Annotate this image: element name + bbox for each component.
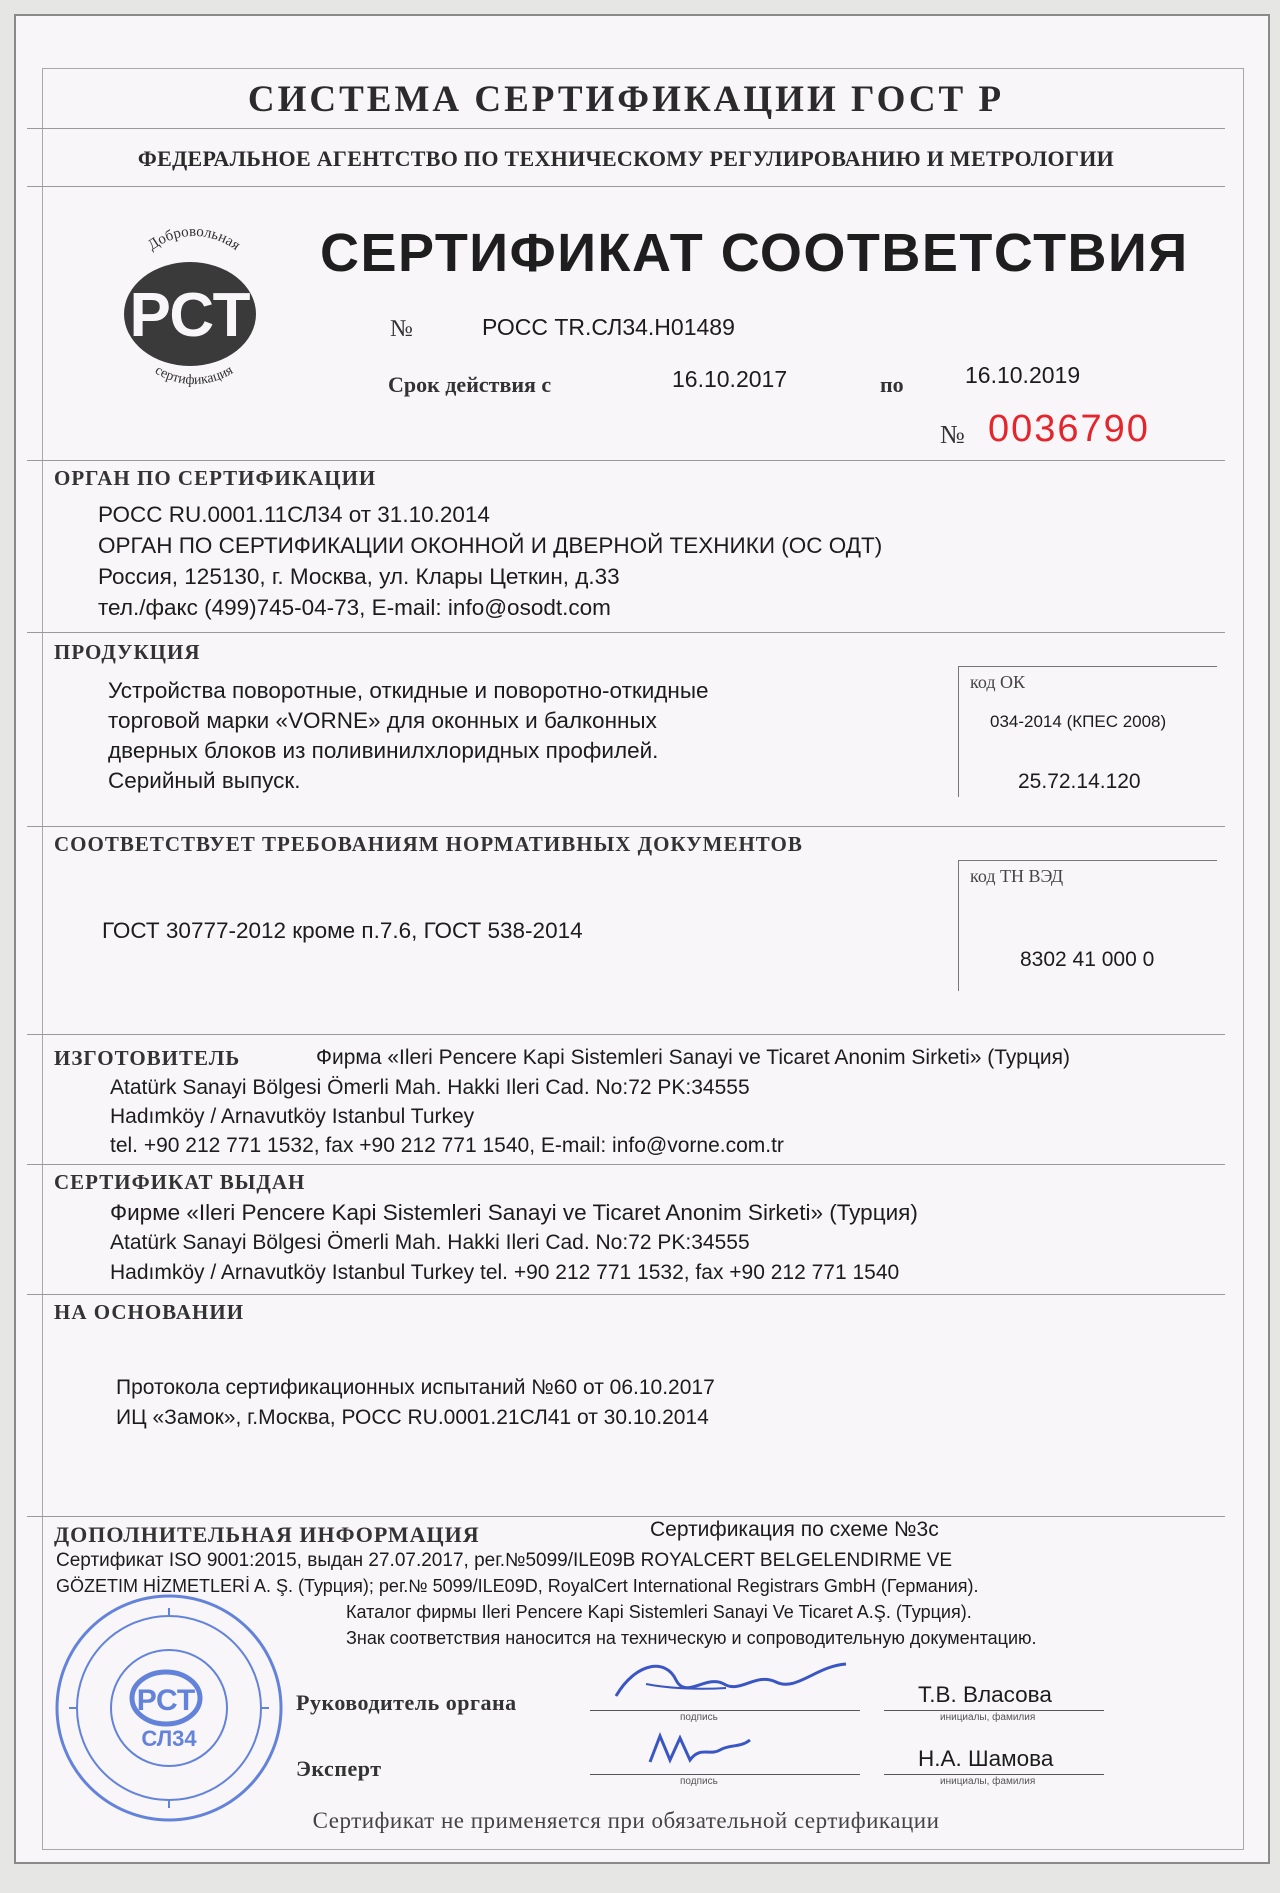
expert-name-caption: инициалы, фамилия	[940, 1776, 1036, 1787]
certification-scheme: Сертификация по схеме №3с	[650, 1518, 939, 1541]
additional-line-4: Знак соответствия наносится на техническую и сопроводительную документацию.	[346, 1628, 1037, 1648]
head-signature-caption: подпись	[680, 1712, 718, 1723]
issued-to-heading: СЕРТИФИКАТ ВЫДАН	[54, 1170, 306, 1194]
additional-line-1: Сертификат ISO 9001:2015, выдан 27.07.2017, рег.№5099/ILE09B ROYALCERT BELGELENDIRME VE	[56, 1550, 953, 1571]
compliance-documents: ГОСТ 30777-2012 кроме п.7.6, ГОСТ 538-2014	[102, 918, 583, 943]
code-ok-standard: 034-2014 (КПЕС 2008)	[990, 712, 1167, 731]
footer-note: Сертификат не применяется при обязательной сертификации	[312, 1808, 940, 1833]
agency-name: ФЕДЕРАЛЬНОЕ АГЕНТСТВО ПО ТЕХНИЧЕСКОМУ РЕГУЛИРОВАНИЮ И МЕТРОЛОГИИ	[137, 146, 1115, 171]
expert-label: Эксперт	[296, 1756, 382, 1781]
code-tn-label: код ТН ВЭД	[970, 866, 1064, 886]
manufacturer-line-2: Hadımköy / Arnavutköy Istanbul Turkey	[110, 1105, 475, 1128]
divider-7	[27, 1516, 1225, 1517]
issued-to-line-3: Hadımköy / Arnavutköy Istanbul Turkey tel. +90 212 771 1532, fax +90 212 771 1540	[110, 1261, 900, 1284]
product-line-4: Серийный выпуск.	[108, 768, 301, 793]
certification-body-line-3: Россия, 125130, г. Москва, ул. Клары Цеткин, д.33	[98, 564, 620, 589]
manufacturer-heading: ИЗГОТОВИТЕЛЬ	[54, 1046, 241, 1070]
code-ok-label: код ОК	[970, 672, 1025, 692]
certification-body-line-1: РОСС RU.0001.11СЛ34 от 31.10.2014	[98, 502, 490, 527]
product-heading: ПРОДУКЦИЯ	[54, 640, 201, 664]
basis-line-2: ИЦ «Замок», г.Москва, РОСС RU.0001.21СЛ41 от 30.10.2014	[116, 1406, 709, 1429]
to-label: по	[880, 372, 904, 397]
system-title: СИСТЕМА СЕРТИФИКАЦИИ ГОСТ Р	[247, 79, 1005, 120]
valid-to: 16.10.2019	[965, 362, 1081, 388]
divider-5	[27, 1164, 1225, 1165]
additional-heading: ДОПОЛНИТЕЛЬНАЯ ИНФОРМАЦИЯ	[54, 1522, 480, 1547]
certification-body-line-4: тел./факс (499)745-04-73, E-mail: info@osodt.com	[98, 595, 611, 620]
basis-heading: НА ОСНОВАНИИ	[54, 1300, 245, 1324]
form-number: 0036790	[988, 408, 1150, 450]
stamp-icon	[44, 1586, 304, 1836]
divider-4	[27, 1034, 1225, 1035]
logo-top-text: Добровольная	[145, 223, 244, 254]
code-tn-value: 8302 41 000 0	[1020, 948, 1155, 971]
code-ok-value: 25.72.14.120	[1018, 770, 1141, 793]
issued-to-line-1: Фирме «Ileri Pencere Kapi Sistemleri Sanayi ve Ticaret Anonim Sirketi» (Турция)	[110, 1200, 918, 1225]
certificate-title: СЕРТИФИКАТ СООТВЕТСТВИЯ	[320, 223, 1189, 283]
manufacturer-name: Фирма «Ileri Pencere Kapi Sistemleri Sanayi ve Ticaret Anonim Sirketi» (Турция)	[316, 1046, 1070, 1069]
divider-1	[27, 460, 1225, 461]
divider-6	[27, 1294, 1225, 1295]
stamp-mark: РСТ	[136, 1684, 196, 1717]
expert-name: Н.А. Шамова	[918, 1746, 1054, 1771]
additional-line-3: Каталог фирмы Ileri Pencere Kapi Sistemleri Sanayi Ve Ticaret A.Ş. (Турция).	[346, 1602, 972, 1622]
expert-signature-caption: подпись	[680, 1776, 718, 1787]
svg-text:Добровольная	[145, 224, 243, 254]
issued-to-line-2: Atatürk Sanayi Bölgesi Ömerli Mah. Hakki Ileri Cad. No:72 PK:34555	[110, 1231, 750, 1254]
manufacturer-line-1: Atatürk Sanayi Bölgesi Ömerli Mah. Hakki Ileri Cad. No:72 PK:34555	[110, 1076, 750, 1099]
form-number-label: №	[940, 420, 965, 449]
header-divider	[27, 128, 1225, 129]
head-name-caption: инициалы, фамилия	[940, 1712, 1036, 1723]
logo-bottom-text: сертификация	[152, 362, 236, 389]
head-signature-line	[590, 1710, 860, 1711]
expert-name-line	[884, 1774, 1104, 1775]
stamp-code: СЛ34	[141, 1726, 197, 1751]
agency-divider	[27, 186, 1225, 187]
compliance-heading: СООТВЕТСТВУЕТ ТРЕБОВАНИЯМ НОРМАТИВНЫХ ДОКУМЕНТОВ	[54, 832, 803, 856]
head-label: Руководитель органа	[296, 1690, 517, 1715]
divider-2	[27, 632, 1225, 633]
additional-line-2: GÖZETIM HİZMETLERİ A. Ş. (Турция); рег.№ 5099/ILE09D, RoyalCert International Registrars GmbH (Германия).	[56, 1576, 979, 1596]
certification-body-line-2: ОРГАН ПО СЕРТИФИКАЦИИ ОКОННОЙ И ДВЕРНОЙ ТЕХНИКИ (ОС ОДТ)	[98, 533, 883, 558]
logo-mark: РСТ	[129, 281, 251, 350]
head-name: Т.В. Власова	[918, 1682, 1052, 1707]
head-signature-icon	[606, 1654, 866, 1714]
expert-signature-line	[590, 1774, 860, 1775]
expert-signature-icon	[640, 1726, 760, 1776]
manufacturer-line-3: tel. +90 212 771 1532, fax +90 212 771 1540, E-mail: info@vorne.com.tr	[110, 1134, 784, 1157]
product-line-3: дверных блоков из поливинилхлоридных профилей.	[108, 738, 659, 763]
basis-line-1: Протокола сертификационных испытаний №60 от 06.10.2017	[116, 1376, 715, 1399]
divider-3	[27, 826, 1225, 827]
svg-text:сертификация	[152, 363, 236, 388]
rst-logo-icon	[104, 214, 284, 394]
certification-body-heading: ОРГАН ПО СЕРТИФИКАЦИИ	[54, 466, 377, 490]
product-line-2: торговой марки «VORNE» для оконных и балконных	[108, 708, 657, 733]
head-name-line	[884, 1710, 1104, 1711]
certificate-number: РОСС TR.СЛ34.H01489	[482, 314, 735, 340]
valid-from: 16.10.2017	[672, 366, 788, 392]
number-label: №	[390, 316, 413, 342]
validity-label: Срок действия с	[388, 372, 552, 397]
product-line-1: Устройства поворотные, откидные и поворотно-откидные	[108, 678, 709, 703]
